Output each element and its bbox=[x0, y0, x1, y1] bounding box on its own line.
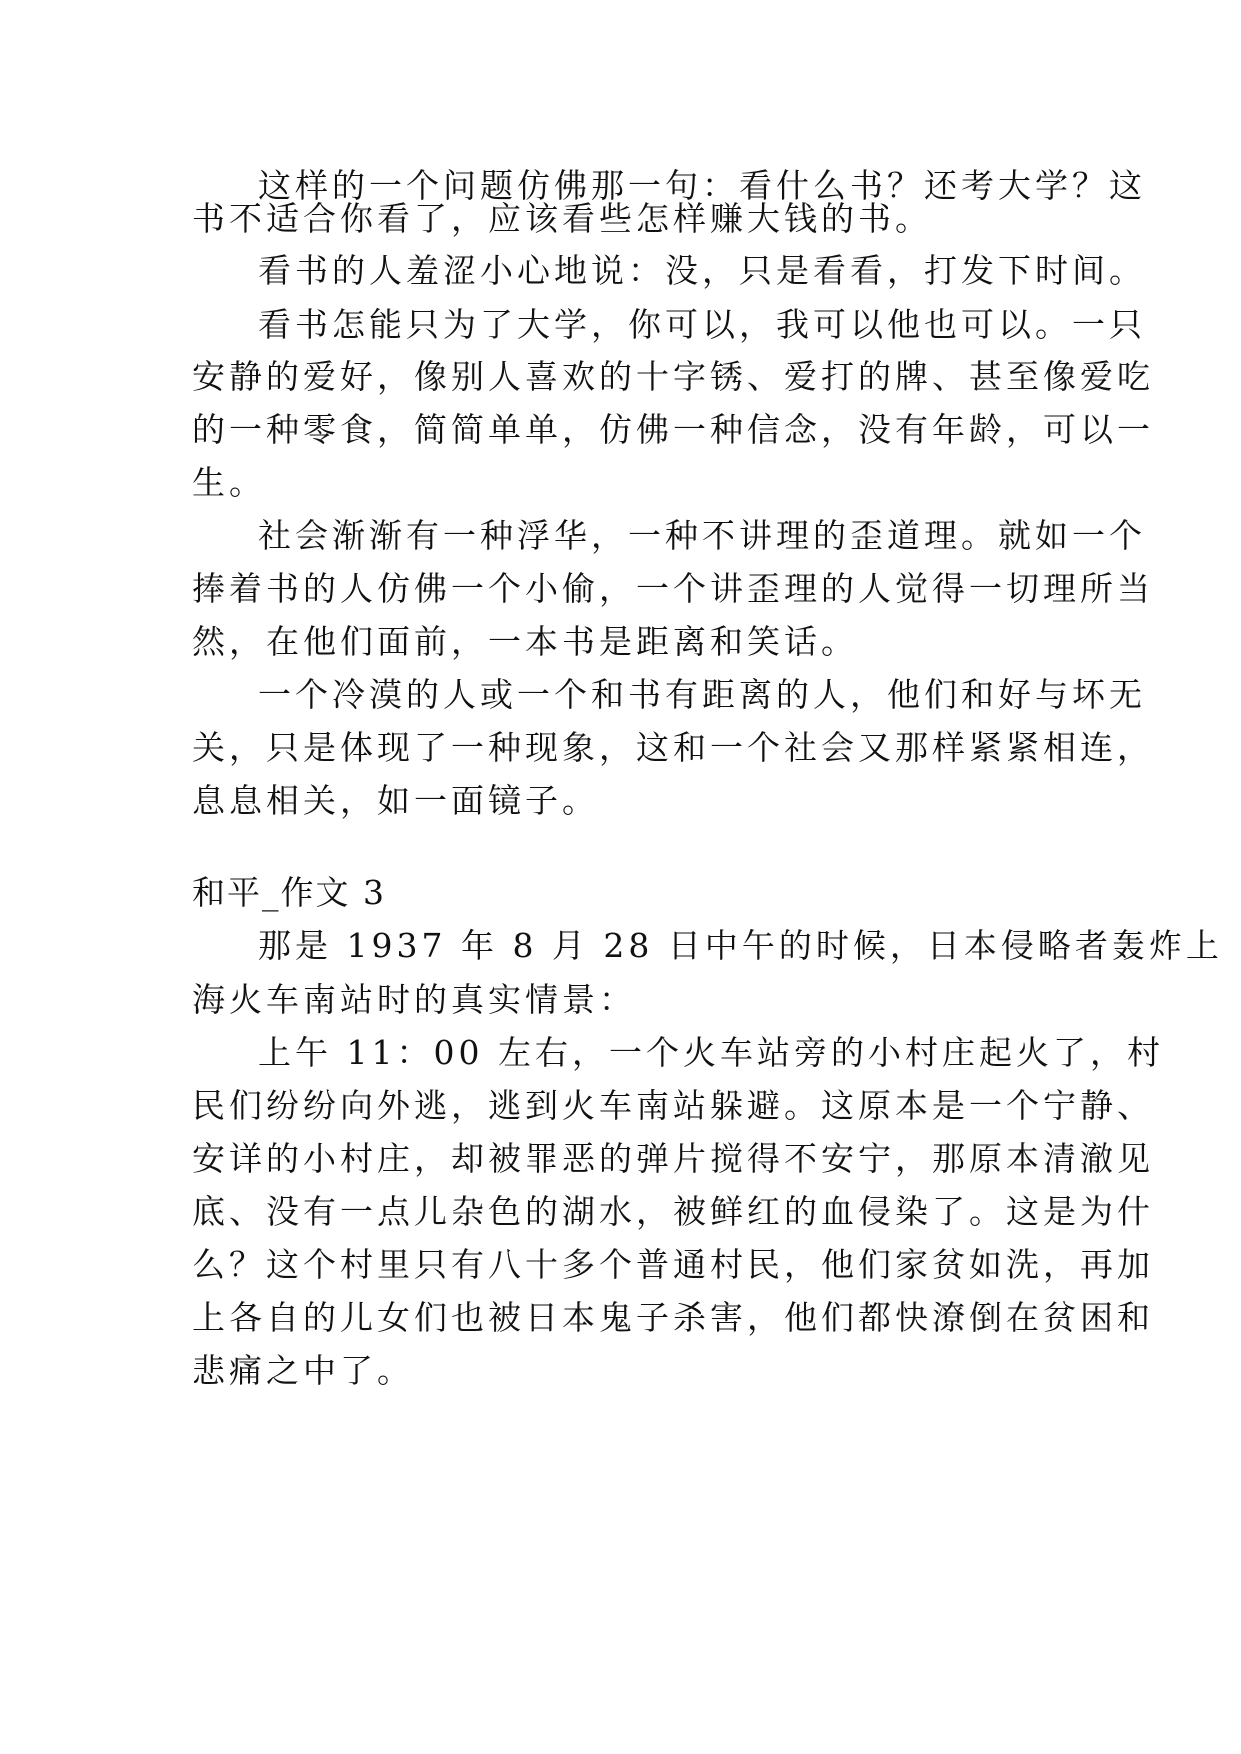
paragraph-line: 安静的爱好，像别人喜欢的十字锈、爱打的牌、甚至像爱吃 bbox=[192, 357, 1154, 396]
paragraph-line: 息息相关，如一面镜子。 bbox=[192, 781, 599, 820]
paragraph-line: 民们纷纷向外逃，逃到火车南站躲避。这原本是一个宁静、 bbox=[192, 1086, 1154, 1125]
paragraph-line: 看书的人羞涩小心地说：没，只是看看，打发下时间。 bbox=[258, 251, 1146, 290]
paragraph-line: 那是 1937 年 8 月 28 日中午的时候，日本侵略者轰炸上 bbox=[258, 926, 1223, 965]
paragraph-line: 一个冷漠的人或一个和书有距离的人，他们和好与坏无 bbox=[258, 675, 1146, 714]
paragraph-line: 然，在他们面前，一本书是距离和笑话。 bbox=[192, 622, 858, 661]
paragraph-line: 悲痛之中了。 bbox=[192, 1351, 414, 1390]
paragraph-line: 书不适合你看了，应该看些怎样赚大钱的书。 bbox=[192, 199, 932, 238]
paragraph-line: 看书怎能只为了大学，你可以，我可以他也可以。一只 bbox=[258, 305, 1146, 344]
paragraph-line: 安详的小村庄，却被罪恶的弹片搅得不安宁，那原本清澈见 bbox=[192, 1139, 1154, 1178]
paragraph-line: 上午 11：00 左右，一个火车站旁的小村庄起火了，村 bbox=[258, 1033, 1164, 1072]
paragraph-line: 社会渐渐有一种浮华，一种不讲理的歪道理。就如一个 bbox=[258, 516, 1146, 555]
paragraph-line: 底、没有一点儿杂色的湖水，被鲜红的血侵染了。这是为什 bbox=[192, 1192, 1154, 1231]
paragraph-line: 的一种零食，简简单单，仿佛一种信念，没有年龄，可以一 bbox=[192, 410, 1154, 449]
paragraph-line: 这样的一个问题仿佛那一句：看什么书？还考大学？这 bbox=[258, 166, 1146, 205]
paragraph-line: 捧着书的人仿佛一个小偷，一个讲歪理的人觉得一切理所当 bbox=[192, 569, 1154, 608]
essay-title: 和平_作文 3 bbox=[192, 873, 386, 912]
paragraph-line: 么？这个村里只有八十多个普通村民，他们家贫如洗，再加 bbox=[192, 1245, 1154, 1284]
paragraph-line: 上各自的儿女们也被日本鬼子杀害，他们都快潦倒在贫困和 bbox=[192, 1298, 1154, 1337]
paragraph-line: 生。 bbox=[192, 463, 266, 502]
paragraph-line: 关，只是体现了一种现象，这和一个社会又那样紧紧相连， bbox=[192, 728, 1154, 767]
paragraph-line: 海火车南站时的真实情景： bbox=[192, 980, 636, 1019]
